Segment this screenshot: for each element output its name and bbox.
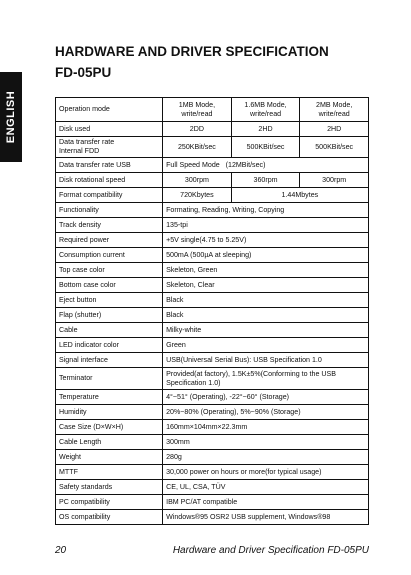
table-row [56, 158, 369, 173]
row-value: 500KBit/sec [231, 137, 300, 158]
table-row [56, 218, 369, 233]
table-row [56, 233, 369, 248]
row-label: LED indicator color [56, 338, 163, 353]
table-row [56, 510, 369, 525]
row-label: Terminator [56, 368, 163, 390]
row-value: Black [163, 308, 369, 323]
page-number: 20 [55, 545, 67, 556]
row-label: Flap (shutter) [56, 308, 163, 323]
row-value: +5V single(4.75 to 5.25V) [163, 233, 369, 248]
page-title [55, 41, 329, 83]
row-value: Full Speed Mode (12MBit/sec) [163, 158, 369, 173]
table-row [56, 450, 369, 465]
row-value: 360rpm [231, 173, 300, 188]
row-value: 1.44Mbytes [231, 188, 368, 203]
row-label: Humidity [56, 405, 163, 420]
row-label: Weight [56, 450, 163, 465]
table-row [56, 338, 369, 353]
row-value: USB(Universal Serial Bus): USB Specification 1.0 [163, 353, 369, 368]
row-value: 300rpm [300, 173, 369, 188]
row-label: Operation mode [56, 98, 163, 122]
table-row [56, 203, 369, 218]
table-row [56, 495, 369, 510]
table-row [56, 420, 369, 435]
table-row [56, 263, 369, 278]
title-line-1: HARDWARE AND DRIVER SPECIFICATION [55, 44, 329, 59]
spec-table [55, 97, 369, 525]
row-value: 160mm×104mm×22.3mm [163, 420, 369, 435]
row-value: Green [163, 338, 369, 353]
table-row [56, 98, 369, 122]
table-row [56, 188, 369, 203]
row-label: Eject button [56, 293, 163, 308]
row-label: Data transfer rate USB [56, 158, 163, 173]
row-value: Windows®95 OSR2 USB supplement, Windows®98 [163, 510, 369, 525]
table-row [56, 122, 369, 137]
row-value: IBM PC/AT compatible [163, 495, 369, 510]
row-value: Provided(at factory), 1.5K±5%(Conforming to the USB Specification 1.0) [163, 368, 369, 390]
row-label: Disk rotational speed [56, 173, 163, 188]
table-row [56, 368, 369, 390]
row-value: 2HD [231, 122, 300, 137]
row-value: 4°~51° (Operating), -22°~60° (Storage) [163, 390, 369, 405]
row-value: 20%~80% (Operating), 5%~90% (Storage) [163, 405, 369, 420]
row-value: 720Kbytes [163, 188, 232, 203]
row-value: CE, UL, CSA, TÜV [163, 480, 369, 495]
row-value: 300rpm [163, 173, 232, 188]
row-value: 280g [163, 450, 369, 465]
row-value: Milky-white [163, 323, 369, 338]
table-row [56, 308, 369, 323]
row-label: Functionality [56, 203, 163, 218]
row-value: 500mA (500µA at sleeping) [163, 248, 369, 263]
table-row [56, 405, 369, 420]
row-value: Skeleton, Clear [163, 278, 369, 293]
table-row [56, 278, 369, 293]
table-row [56, 248, 369, 263]
row-value: Formating, Reading, Writing, Copying [163, 203, 369, 218]
row-label: Data transfer rate Internal FDD [56, 137, 163, 158]
table-row [56, 173, 369, 188]
row-label: Disk used [56, 122, 163, 137]
table-row [56, 465, 369, 480]
row-value: 1MB Mode, write/read [163, 98, 232, 122]
table-row [56, 137, 369, 158]
row-label: Safety standards [56, 480, 163, 495]
row-label: Top case color [56, 263, 163, 278]
title-line-2: FD-05PU [55, 65, 112, 80]
row-value: 250KBit/sec [163, 137, 232, 158]
row-value: 300mm [163, 435, 369, 450]
row-value: 2HD [300, 122, 369, 137]
table-row [56, 323, 369, 338]
table-row [56, 480, 369, 495]
table-row [56, 435, 369, 450]
row-label: Track density [56, 218, 163, 233]
footer-title: Hardware and Driver Specification FD-05PU [172, 545, 369, 556]
row-value: 500KBit/sec [300, 137, 369, 158]
row-label: Required power [56, 233, 163, 248]
table-row [56, 293, 369, 308]
row-value: 1.6MB Mode, write/read [231, 98, 300, 122]
row-label: PC compatibility [56, 495, 163, 510]
row-label: Cable Length [56, 435, 163, 450]
table-row [56, 390, 369, 405]
row-value: Skeleton, Green [163, 263, 369, 278]
row-value: 30,000 power on hours or more(for typical usage) [163, 465, 369, 480]
row-label: Consumption current [56, 248, 163, 263]
row-value: 135-tpi [163, 218, 369, 233]
row-label: MTTF [56, 465, 163, 480]
row-value: Black [163, 293, 369, 308]
row-value: 2DD [163, 122, 232, 137]
language-tab [0, 72, 22, 162]
row-value: 2MB Mode, write/read [300, 98, 369, 122]
row-label: Cable [56, 323, 163, 338]
row-label: OS compatibility [56, 510, 163, 525]
row-label: Signal interface [56, 353, 163, 368]
language-tab-label: ENGLISH [5, 90, 17, 144]
table-row [56, 353, 369, 368]
row-label: Bottom case color [56, 278, 163, 293]
row-label: Temperature [56, 390, 163, 405]
row-label: Format compatibility [56, 188, 163, 203]
row-label: Case Size (D×W×H) [56, 420, 163, 435]
